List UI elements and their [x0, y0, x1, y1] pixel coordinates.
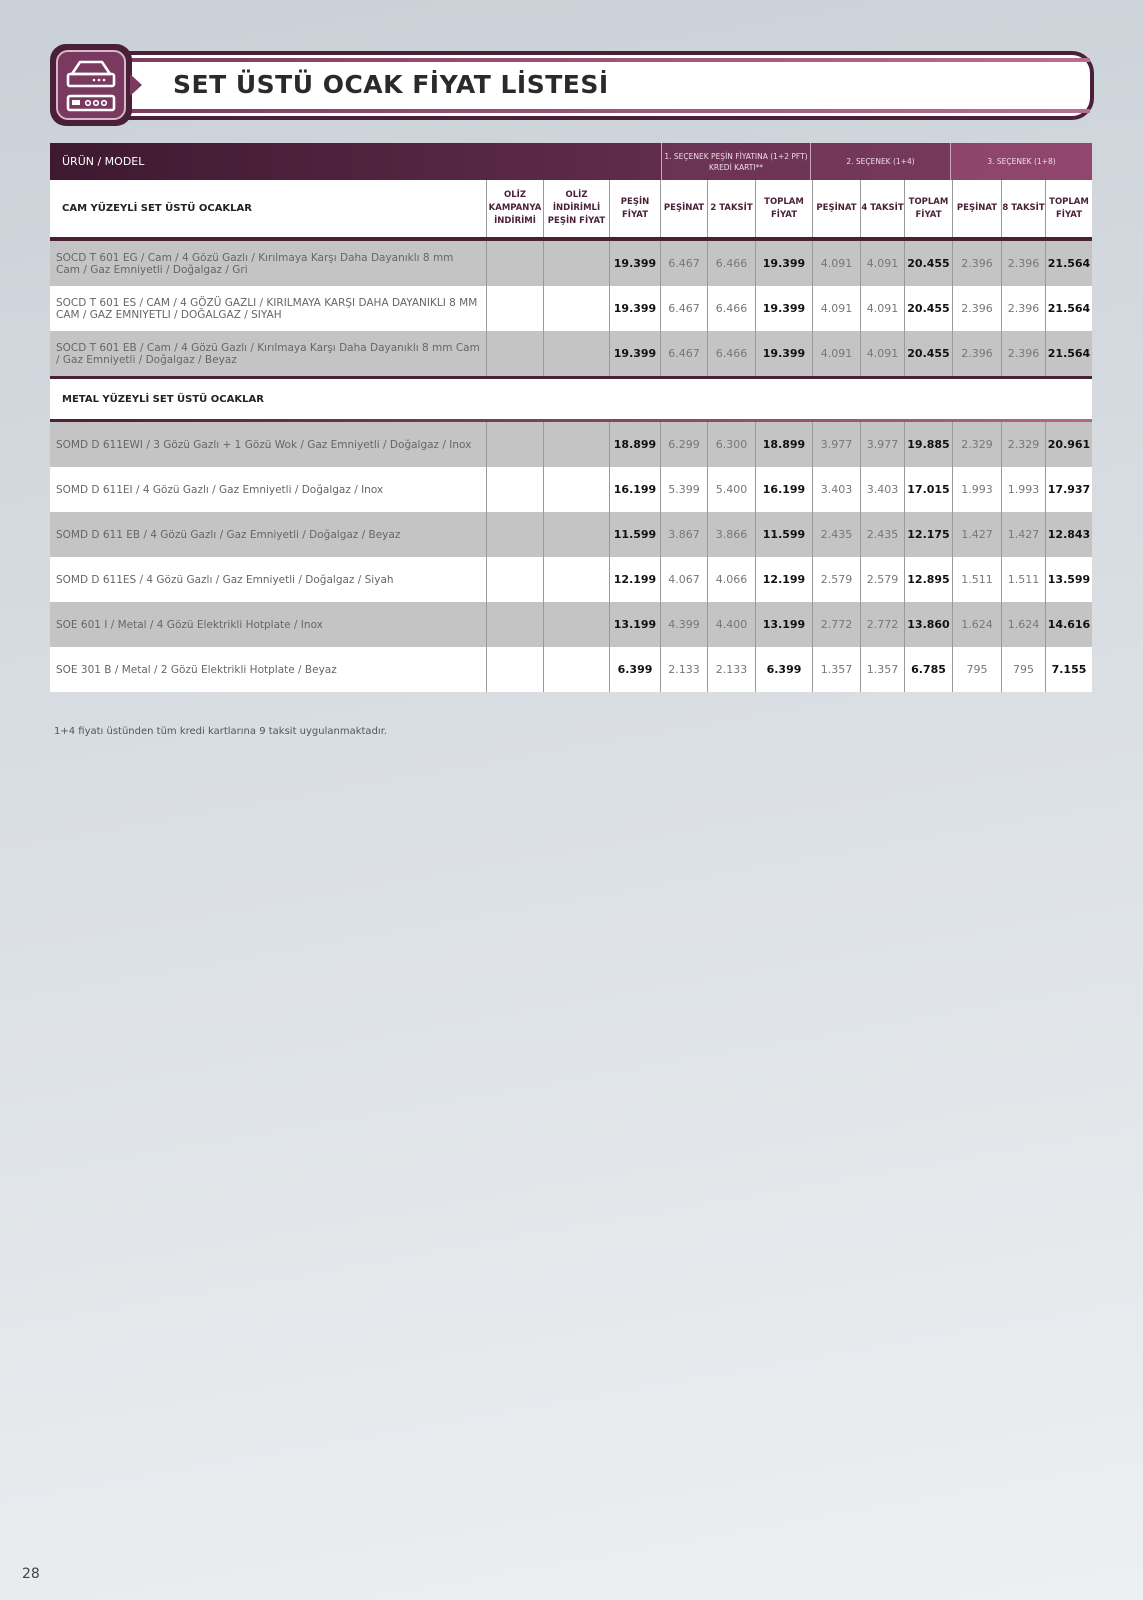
price-cell: 3.977 — [813, 422, 861, 467]
col-pesinat-1: PEŞİNAT — [661, 180, 708, 237]
table-row — [50, 286, 1092, 331]
price-cell: 2.435 — [813, 512, 861, 557]
price-cell: 2.396 — [1002, 241, 1046, 286]
price-cell: 1.624 — [1002, 602, 1046, 647]
price-cell: 11.599 — [610, 512, 661, 557]
price-cell — [544, 602, 610, 647]
price-cell: 4.066 — [708, 557, 756, 602]
price-cell: 6.467 — [661, 331, 708, 376]
price-cell: 18.899 — [610, 422, 661, 467]
price-cell: 12.199 — [610, 557, 661, 602]
price-cell: 13.199 — [756, 602, 813, 647]
price-cell: 19.885 — [905, 422, 953, 467]
price-cell: 12.199 — [756, 557, 813, 602]
price-cell: 4.091 — [861, 286, 905, 331]
price-cell: 6.785 — [905, 647, 953, 692]
price-cell: 18.899 — [756, 422, 813, 467]
price-cell: 2.772 — [813, 602, 861, 647]
price-cell: 2.396 — [953, 286, 1002, 331]
price-cell: 2.396 — [1002, 286, 1046, 331]
price-cell — [487, 512, 544, 557]
price-cell: 4.091 — [813, 286, 861, 331]
price-cell: 3.867 — [661, 512, 708, 557]
price-cell: 6.300 — [708, 422, 756, 467]
col-4-taksit: 4 TAKSİT — [861, 180, 905, 237]
price-cell: 16.199 — [756, 467, 813, 512]
model-cell: SOMD D 611ES / 4 Gözü Gazlı / Gaz Emniyetli / Doğalgaz / Siyah — [50, 557, 487, 602]
option3-header: 3. SEÇENEK (1+8) — [950, 143, 1092, 180]
table-row — [50, 422, 1092, 467]
model-cell: SOMD D 611EWI / 3 Gözü Gazlı + 1 Gözü Wok / Gaz Emniyetli / Doğalgaz / Inox — [50, 422, 487, 467]
icon-box — [50, 44, 132, 126]
price-cell: 16.199 — [610, 467, 661, 512]
price-cell: 21.564 — [1047, 302, 1091, 315]
table-row — [50, 557, 1092, 602]
price-cell: 3.403 — [813, 467, 861, 512]
price-cell: 14.616 — [1047, 618, 1091, 631]
price-cell: 1.993 — [1002, 467, 1046, 512]
title-banner — [50, 44, 1094, 126]
price-cell: 5.399 — [661, 467, 708, 512]
col-2-taksit: 2 TAKSİT — [708, 180, 756, 237]
price-cell: 3.866 — [708, 512, 756, 557]
section1-body — [50, 241, 1092, 376]
price-cell — [544, 557, 610, 602]
price-cell: 4.091 — [813, 241, 861, 286]
price-cell: 2.396 — [953, 241, 1002, 286]
price-cell: 2.396 — [1002, 331, 1046, 376]
price-cell: 6.466 — [708, 331, 756, 376]
col-oliz-indirimli: OLİZ İNDİRİMLİ PEŞİN FİYAT — [544, 180, 610, 237]
page-title: SET ÜSTÜ OCAK FİYAT LİSTESİ — [173, 70, 609, 99]
price-cell: 7.155 — [1051, 663, 1087, 676]
price-cell: 1.427 — [1002, 512, 1046, 557]
price-cell — [544, 512, 610, 557]
price-cell: 13.860 — [905, 602, 953, 647]
price-cell: 19.399 — [756, 241, 813, 286]
price-cell — [487, 422, 544, 467]
table-row — [50, 602, 1092, 647]
model-cell: SOE 301 B / Metal / 2 Gözü Elektrikli Hotplate / Beyaz — [50, 647, 487, 692]
price-cell — [544, 467, 610, 512]
price-cell: 17.015 — [905, 467, 953, 512]
price-cell — [544, 241, 610, 286]
col-toplam-3: TOPLAM FİYAT — [1049, 196, 1089, 220]
price-cell — [544, 422, 610, 467]
price-cell: 20.455 — [905, 286, 953, 331]
price-cell: 20.455 — [905, 331, 953, 376]
price-cell: 3.977 — [861, 422, 905, 467]
price-cell: 6.466 — [708, 286, 756, 331]
price-cell: 12.895 — [905, 557, 953, 602]
model-cell: SOCD T 601 EB / Cam / 4 Gözü Gazlı / Kırılmaya Karşı Daha Dayanıklı 8 mm Cam / Gaz Emniyetli / Doğalgaz / Beyaz — [50, 331, 487, 376]
price-cell: 1.427 — [953, 512, 1002, 557]
price-cell: 19.399 — [756, 286, 813, 331]
col-pesin-fiyat: PEŞİN FİYAT — [610, 180, 661, 237]
price-cell: 4.091 — [861, 241, 905, 286]
price-cell: 6.467 — [661, 286, 708, 331]
table-row — [50, 241, 1092, 286]
model-cell: SOMD D 611 EB / 4 Gözü Gazlı / Gaz Emniyetli / Doğalgaz / Beyaz — [50, 512, 487, 557]
price-cell: 4.400 — [708, 602, 756, 647]
price-cell: 17.937 — [1047, 483, 1091, 496]
price-cell — [487, 647, 544, 692]
table-row — [50, 647, 1092, 692]
section2-title: METAL YÜZEYLİ SET ÜSTÜ OCAKLAR — [50, 376, 1092, 422]
price-cell: 4.091 — [861, 331, 905, 376]
section2-body — [50, 422, 1092, 692]
price-table — [50, 143, 1092, 692]
price-cell: 19.399 — [610, 331, 661, 376]
col-toplam-2: TOPLAM FİYAT — [905, 180, 953, 237]
col-pesinat-2: PEŞİNAT — [813, 180, 861, 237]
price-cell: 1.993 — [953, 467, 1002, 512]
price-cell: 12.843 — [1047, 528, 1091, 541]
price-cell: 2.396 — [953, 331, 1002, 376]
col-8-taksit: 8 TAKSİT — [1002, 180, 1046, 237]
price-cell: 19.399 — [610, 286, 661, 331]
price-cell: 2.133 — [708, 647, 756, 692]
price-cell: 2.579 — [861, 557, 905, 602]
price-cell: 21.564 — [1047, 347, 1091, 360]
price-cell — [487, 557, 544, 602]
price-cell: 2.329 — [1002, 422, 1046, 467]
table-row — [50, 331, 1092, 376]
option1-header: 1. SEÇENEK PEŞİN FİYATINA (1+2 PFT) KREDİ KARTI** — [661, 143, 810, 180]
price-cell: 1.511 — [1002, 557, 1046, 602]
model-cell: SOCD T 601 EG / Cam / 4 Gözü Gazlı / Kırılmaya Karşı Daha Dayanıklı 8 mm Cam / Gaz Emniyetli / Doğalgaz / Gri — [50, 241, 487, 286]
price-cell — [487, 286, 544, 331]
price-cell: 5.400 — [708, 467, 756, 512]
price-cell: 19.399 — [610, 241, 661, 286]
price-cell: 4.399 — [661, 602, 708, 647]
option2-header: 2. SEÇENEK (1+4) — [810, 143, 950, 180]
col-pesinat-3: PEŞİNAT — [953, 180, 1002, 237]
price-cell: 2.772 — [861, 602, 905, 647]
model-cell: SOE 601 I / Metal / 4 Gözü Elektrikli Hotplate / Inox — [50, 602, 487, 647]
price-cell: 2.329 — [953, 422, 1002, 467]
price-cell: 3.403 — [861, 467, 905, 512]
price-cell — [487, 331, 544, 376]
price-cell: 6.399 — [756, 647, 813, 692]
model-header: ÜRÜN / MODEL — [62, 155, 145, 168]
price-cell: 13.599 — [1047, 573, 1091, 586]
price-cell — [544, 647, 610, 692]
price-cell: 1.624 — [953, 602, 1002, 647]
table-row — [50, 512, 1092, 557]
price-cell: 6.467 — [661, 241, 708, 286]
price-cell — [544, 331, 610, 376]
price-cell: 2.435 — [861, 512, 905, 557]
price-cell: 1.357 — [861, 647, 905, 692]
model-cell: SOCD T 601 ES / CAM / 4 GÖZÜ GAZLI / KIRILMAYA KARŞI DAHA DAYANIKLI 8 MM CAM / GAZ EMNIYETLI / DOĞALGAZ / SIYAH — [50, 286, 487, 331]
section1-title: CAM YÜZEYLİ SET ÜSTÜ OCAKLAR — [50, 180, 487, 237]
col-oliz-kampanya: OLİZ KAMPANYA İNDİRİMİ — [487, 180, 544, 237]
footnote: 1+4 fiyatı üstünden tüm kredi kartlarına 9 taksit uygulanmaktadır. — [54, 726, 388, 737]
column-header-row — [50, 180, 1092, 241]
price-cell: 19.399 — [756, 331, 813, 376]
price-cell: 6.399 — [610, 647, 661, 692]
price-cell: 6.299 — [661, 422, 708, 467]
price-cell — [544, 286, 610, 331]
col-toplam-1: TOPLAM FİYAT — [756, 180, 813, 237]
price-cell — [487, 241, 544, 286]
banner-arrow — [130, 74, 142, 96]
price-cell: 13.199 — [610, 602, 661, 647]
price-cell: 795 — [953, 647, 1002, 692]
price-cell: 1.511 — [953, 557, 1002, 602]
cooktop-hood-icon — [56, 50, 126, 120]
page-number: 28 — [22, 1566, 40, 1582]
price-cell — [487, 467, 544, 512]
table-header-bar — [50, 143, 1092, 180]
price-cell: 1.357 — [813, 647, 861, 692]
price-cell: 2.579 — [813, 557, 861, 602]
table-row — [50, 467, 1092, 512]
price-cell: 795 — [1002, 647, 1046, 692]
price-cell: 11.599 — [756, 512, 813, 557]
price-cell: 12.175 — [905, 512, 953, 557]
price-cell: 4.067 — [661, 557, 708, 602]
price-cell: 20.961 — [1047, 438, 1091, 451]
price-cell: 21.564 — [1047, 257, 1091, 270]
price-cell: 20.455 — [905, 241, 953, 286]
price-cell: 6.466 — [708, 241, 756, 286]
price-cell: 4.091 — [813, 331, 861, 376]
price-cell — [487, 602, 544, 647]
model-cell: SOMD D 611EI / 4 Gözü Gazlı / Gaz Emniyetli / Doğalgaz / Inox — [50, 467, 487, 512]
price-cell: 2.133 — [661, 647, 708, 692]
